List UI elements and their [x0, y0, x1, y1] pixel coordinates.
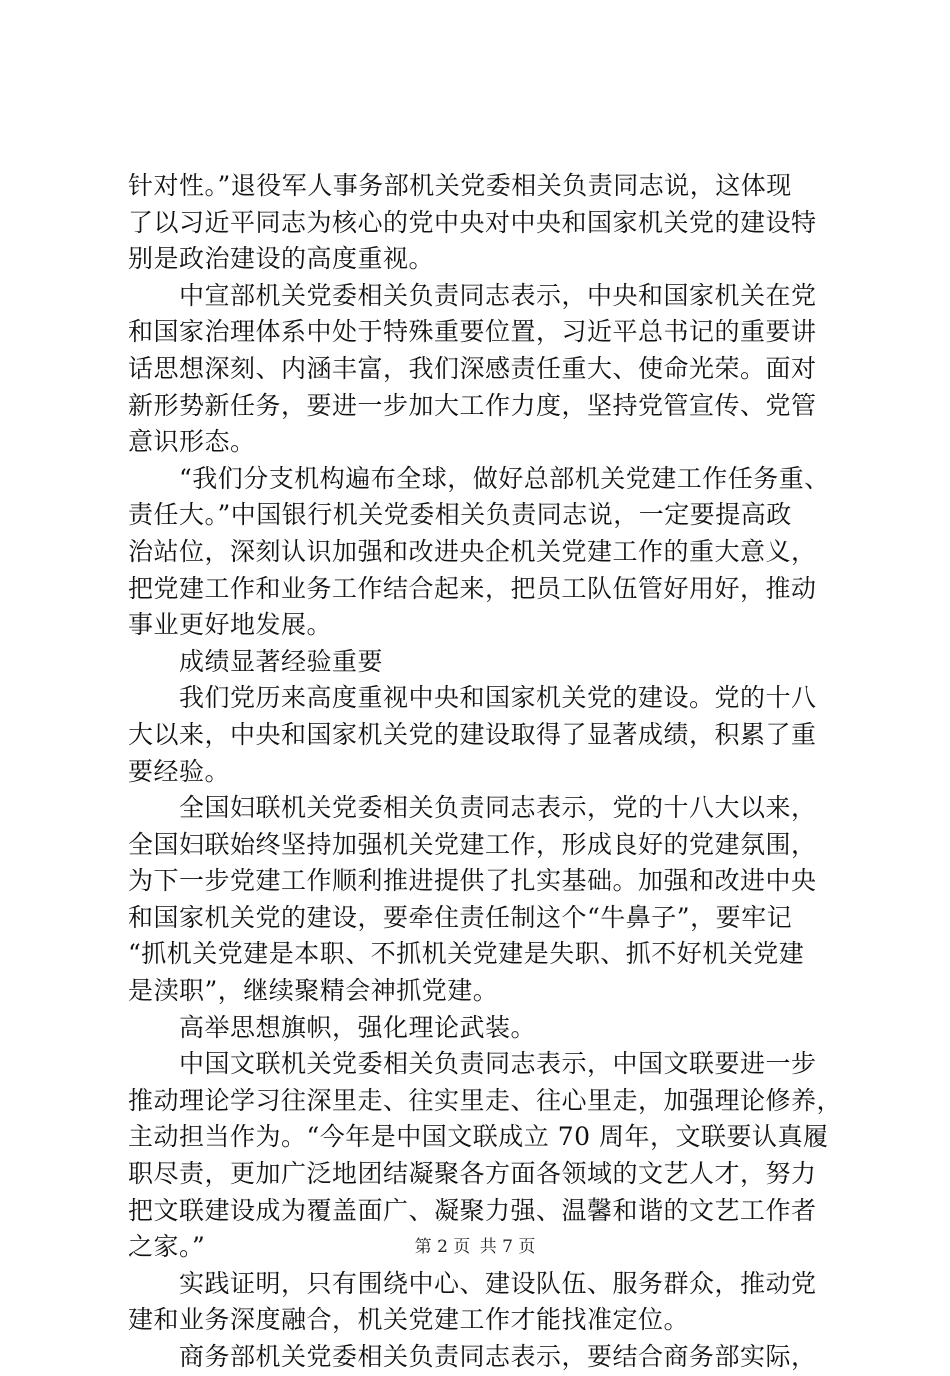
text-line: 我们党历来高度重视中央和国家机关党的建设。党的十八	[128, 683, 817, 713]
text-line: 了以习近平同志为核心的党中央对中央和国家机关党的建设特	[128, 207, 817, 237]
text-line: 全国妇联机关党委相关负责同志表示，党的十八大以来，	[128, 793, 817, 823]
text-line: 主动担当作为。“今年是中国文联成立 70 周年，文联要认真履	[128, 1122, 829, 1152]
text-line: 为下一步党建工作顺利推进提供了扎实基础。加强和改进中央	[128, 866, 817, 896]
text-line: 实践证明，只有围绕中心、建设队伍、服务群众，推动党	[128, 1268, 817, 1298]
text-line: 全国妇联始终坚持加强机关党建工作，形成良好的党建氛围，	[128, 829, 817, 859]
text-line: 别是政治建设的高度重视。	[128, 244, 435, 274]
text-line: 责任大。”中国银行机关党委相关负责同志说，一定要提高政	[128, 500, 792, 530]
text-line: 是渎职”，继续聚精会神抓党建。	[128, 976, 499, 1006]
text-line: 治站位，深刻认识加强和改进央企机关党建工作的重大意义，	[128, 536, 817, 566]
text-line: 和国家治理体系中处于特殊重要位置，习近平总书记的重要讲	[128, 317, 817, 347]
text-line: 高举思想旗帜，强化理论武装。	[128, 1012, 537, 1042]
page-footer	[0, 1232, 950, 1257]
text-line: 把文联建设成为覆盖面广、凝聚力强、温馨和谐的文艺工作者	[128, 1195, 817, 1225]
text-line: 大以来，中央和国家机关党的建设取得了显著成绩，积累了重	[128, 719, 817, 749]
text-line: 针对性。”退役军人事务部机关党委相关负责同志说，这体现	[128, 171, 792, 200]
page-total: 共 7 页	[479, 1237, 536, 1257]
text-line: 意识形态。	[128, 427, 256, 457]
text-line: 商务部机关党委相关负责同志表示，要结合商务部实际，	[128, 1342, 817, 1371]
text-line: 建和业务深度融合，机关党建工作才能找准定位。	[128, 1305, 690, 1335]
text-line: 职尽责，更加广泛地团结凝聚各方面各领域的文艺人才，努力	[128, 1159, 817, 1189]
text-line: 把党建工作和业务工作结合起来，把员工队伍管好用好，推动	[128, 573, 817, 603]
text-line: 新形势新任务，要进一步加大工作力度，坚持党管宣传、党管	[128, 390, 817, 420]
text-line: 成绩显著经验重要	[128, 646, 384, 676]
text-line: 要经验。	[128, 756, 231, 786]
text-line: 中国文联机关党委相关负责同志表示，中国文联要进一步	[128, 1049, 817, 1079]
text-line: “抓机关党建是本职、不抓机关党建是失职、抓不好机关党建	[128, 939, 805, 969]
text-line: 中宣部机关党委相关负责同志表示，中央和国家机关在党	[128, 280, 817, 310]
document-body	[128, 168, 843, 1376]
text-line: 推动理论学习往深里走、往实里走、往心里走，加强理论修养，	[128, 1085, 843, 1115]
text-line: 之家。”	[128, 1232, 206, 1262]
text-line: 事业更好地发展。	[128, 610, 333, 640]
text-line: 话思想深刻、内涵丰富，我们深感责任重大、使命光荣。面对	[128, 353, 817, 383]
text-line: “我们分支机构遍布全球，做好总部机关党建工作任务重、	[128, 463, 830, 493]
text-line: 和国家机关党的建设，要牵住责任制这个“牛鼻子”，要牢记	[128, 902, 793, 932]
page-number: 第 2 页	[414, 1237, 471, 1257]
